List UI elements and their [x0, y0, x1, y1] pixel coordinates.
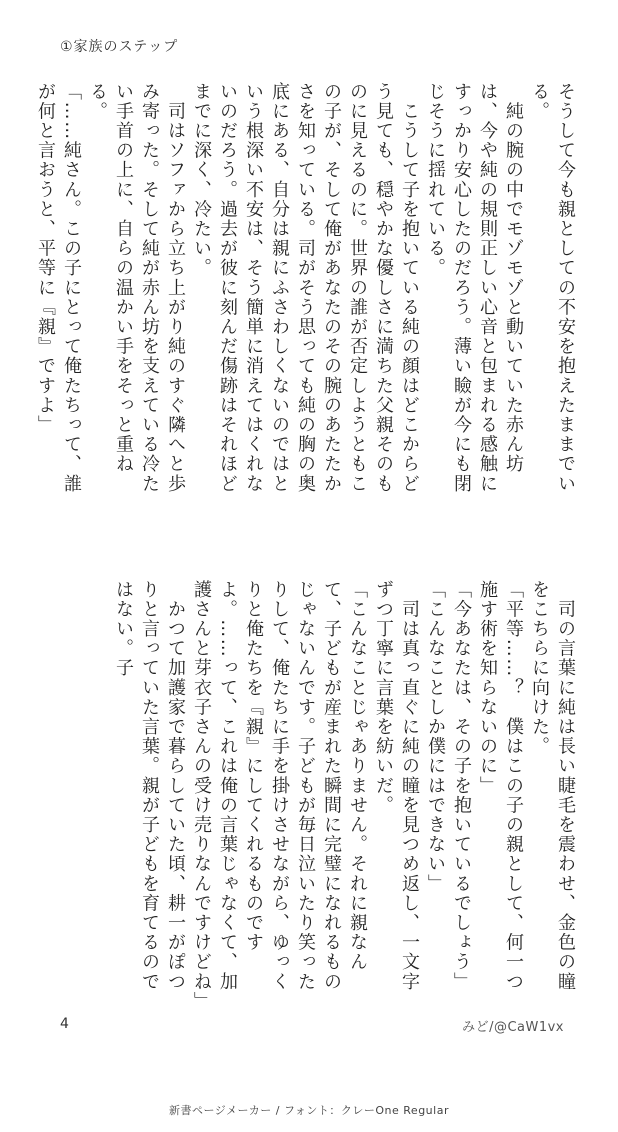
lower-text-block — [48, 580, 578, 1010]
paragraph: 「こんなことしか僕にはできない」 — [425, 580, 446, 894]
paragraph: そうして今も親としての不安を抱えたままでいる。 — [529, 82, 576, 494]
paragraph: 「今あなたは、その子を抱いているでしょう」 — [451, 580, 472, 992]
paragraph: 司は真っ直ぐに純の瞳を見つめ返し、一文字ずつ丁寧に言葉を紡いだ。 — [373, 580, 420, 992]
paragraph: 純の腕の中でモゾモゾと動いていた赤ん坊は、今や純の規則正しい心音と包まれる感触にすっかり安心したのだろう。薄い瞼が今にも閉じそうに揺れている。 — [425, 82, 524, 494]
paragraph: 「平等……？ 僕はこの子の親として、何一つ施す術を知らないのに」 — [477, 580, 524, 992]
paragraph: こうして子を抱いている純の顔はどこからどう見ても、穏やかな優しさに満ちた父親そのものに見えるのに。世界の誰が否定しようともこの子が、そして俺があなたのその腕のあたたかさを知っている。司がそう思っても純の胸の奥底にある、自分は親にふさわしくないのではという根深い不安は、そう簡単に消えてはくれないのだろう。過去が彼に刻んだ傷跡はそれほどまでに深く、冷たい。 — [191, 82, 420, 494]
paragraph: 司の言葉に純は長い睫毛を震わせ、金色の瞳をこちらに向けた。 — [529, 580, 576, 992]
paragraph: 「こんなことじゃありません。それに親なんて、子どもが産まれた瞬間に完璧になれるものじゃないんです。子どもが毎日泣いたり笑ったりして、俺たちに手を掛けさせながら、ゆっくりと俺たちを『親』にしてくれるものですよ。……って、これは俺の言葉じゃなくて、加護さんと芽衣子さんの受け売りなんですけどね」 — [191, 580, 368, 1012]
upper-text-block — [35, 82, 578, 512]
paragraph: 司はソファから立ち上がり純のすぐ隣へと歩み寄った。そして純が赤ん坊を支えている冷たい手首の上に、自らの温かい手をそっと重ねる。 — [87, 82, 186, 494]
tool-font-credit: 新書ページメーカー / フォント：クレーOne Regular — [169, 1104, 449, 1117]
page-number: 4 — [60, 1016, 69, 1032]
author-credit: みど/@CaW1vx — [462, 1020, 564, 1035]
paragraph: 「……純さん。この子にとって俺たちって、誰が何と言おうと、平等に『親』ですよ」 — [35, 82, 82, 494]
chapter-title: ①家族のステップ — [60, 39, 179, 55]
paragraph: かつて加護家で暮らしていた頃、耕一がぽつりと言っていた言葉。親が子どもを育てるのではない。子 — [113, 580, 186, 992]
